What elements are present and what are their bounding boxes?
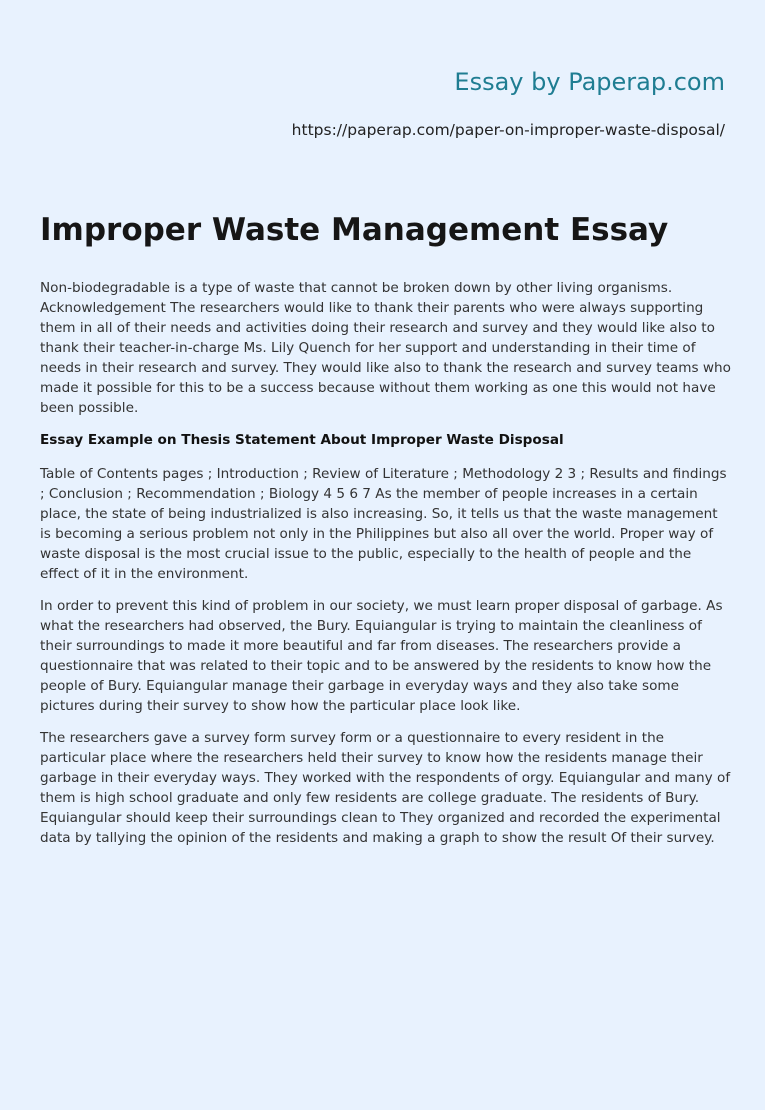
paragraph-4: The researchers gave a survey form survey form or a questionnaire to every resident in the particular place where the researchers held their survey to know how the residents manage their garbage in their everyday ways. They worked with the respondents of orgy. Equiangular and many of them is high school graduate and only few residents are college graduate. The residents of Bury. Equiangular should keep their surroundings clean to They organized and recorded the experimental data by tallying the opinion of the residents and making a graph to show the result Of their survey. (40, 730, 731, 846)
paragraph-1: Non-biodegradable is a type of waste that cannot be broken down by other living organisms. Acknowledgement The researchers would like to thank their parents who were always supporting them in all of their needs and activities doing their research and survey and they would like also to thank their teacher-in-charge Ms. Lily Quench for her support and understanding in their time of needs in their research and survey. They would like also to thank the research and survey teams who made it possible for this to be a success because without them working as one this would not have been possible. (40, 280, 731, 416)
brand-link[interactable]: Essay by Paperap.com (454, 68, 725, 96)
paragraph-3: In order to prevent this kind of problem in our society, we must learn proper disposal of garbage. As what the researchers had observed, the Bury. Equiangular is trying to maintain the cleanliness of their surroundings to made it more beautiful and far from diseases. The researchers provide a questionnaire that was related to their topic and to be answered by the residents to know how the people of Bury. Equiangular manage their garbage in everyday ways and they also take some pictures during their survey to show how the particular place look like. (40, 598, 723, 714)
site-header (292, 66, 725, 140)
paragraph-2: Table of Contents pages ; Introduction ; Review of Literature ; Methodology 2 3 ; Results and findings ; Conclusion ; Recommendation ; Biology 4 5 6 7 As the member of people increases in a certain place, the state of being industrialized is also increasing. So, it tells us that the waste management is becoming a serious problem not only in the Philippines but also all over the world. Proper way of waste disposal is the most crucial issue to the public, especially to the health of people and the effect of it in the environment. (40, 466, 727, 582)
page-title: Improper Waste Management Essay (40, 212, 669, 248)
article-body (40, 278, 732, 860)
source-url-link[interactable]: https://paperap.com/paper-on-improper-waste-disposal/ (291, 121, 725, 139)
section-subheading: Essay Example on Thesis Statement About Improper Waste Disposal (40, 432, 564, 448)
